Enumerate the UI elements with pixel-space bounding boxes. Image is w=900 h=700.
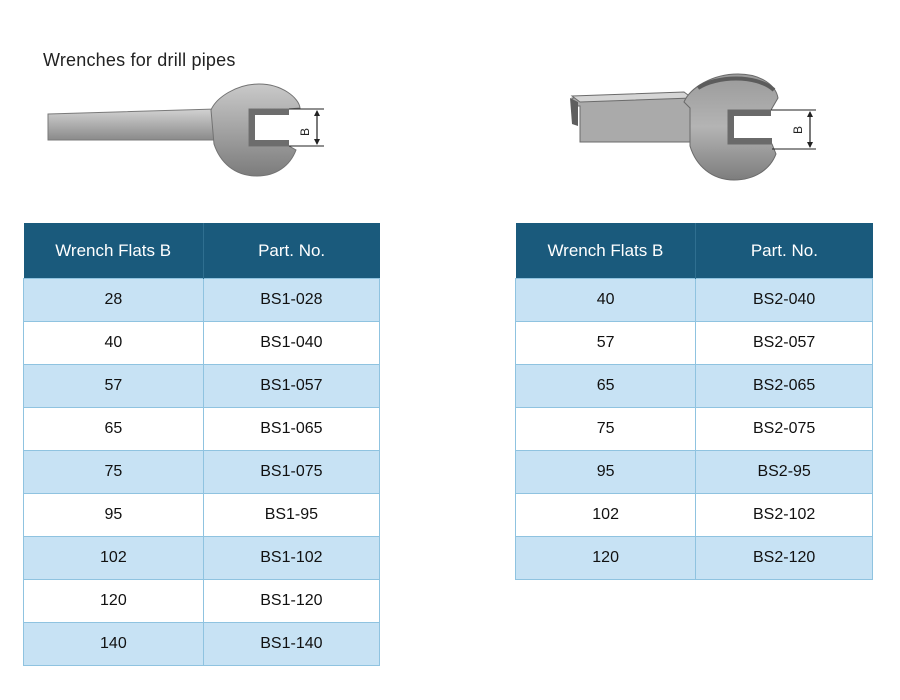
cell-flats: 95 — [516, 451, 696, 494]
cell-part-no: BS1-140 — [203, 623, 379, 666]
header-part-no: Part. No. — [203, 223, 379, 279]
table-row — [516, 365, 873, 408]
cell-flats: 102 — [24, 537, 204, 580]
dimension-label-b: B — [791, 125, 805, 135]
header-wrench-flats: Wrench Flats B — [516, 223, 696, 279]
cell-part-no: BS2-075 — [696, 408, 873, 451]
table-row — [516, 408, 873, 451]
cell-part-no: BS2-120 — [696, 537, 873, 580]
table-row — [516, 451, 873, 494]
table-row — [516, 494, 873, 537]
table-row — [516, 537, 873, 580]
table-row — [24, 537, 380, 580]
table-row — [24, 451, 380, 494]
cell-flats: 65 — [516, 365, 696, 408]
cell-part-no: BS2-102 — [696, 494, 873, 537]
table-row — [24, 365, 380, 408]
cell-flats: 120 — [24, 580, 204, 623]
cell-flats: 140 — [24, 623, 204, 666]
cell-part-no: BS1-102 — [203, 537, 379, 580]
cell-part-no: BS1-075 — [203, 451, 379, 494]
table-row — [24, 623, 380, 666]
cell-flats: 40 — [24, 322, 204, 365]
table-row — [24, 494, 380, 537]
table-header-row — [516, 223, 873, 279]
cell-flats: 120 — [516, 537, 696, 580]
table-row — [24, 322, 380, 365]
cell-part-no: BS1-95 — [203, 494, 379, 537]
cell-flats: 57 — [24, 365, 204, 408]
cell-flats: 40 — [516, 279, 696, 322]
table-row — [24, 580, 380, 623]
table-row — [24, 408, 380, 451]
cell-part-no: BS1-028 — [203, 279, 379, 322]
dimension-label-b: B — [298, 127, 312, 137]
table-row — [516, 322, 873, 365]
cell-part-no: BS1-057 — [203, 365, 379, 408]
wrench-bs2-image — [566, 68, 826, 188]
cell-flats: 75 — [24, 451, 204, 494]
header-part-no: Part. No. — [696, 223, 873, 279]
header-wrench-flats: Wrench Flats B — [24, 223, 204, 279]
bs1-wrench-table — [23, 223, 380, 666]
cell-part-no: BS2-040 — [696, 279, 873, 322]
cell-part-no: BS2-057 — [696, 322, 873, 365]
table-row — [24, 279, 380, 322]
page-heading: Wrenches for drill pipes — [43, 50, 236, 70]
cell-part-no: BS1-120 — [203, 580, 379, 623]
cell-part-no: BS1-040 — [203, 322, 379, 365]
cell-part-no: BS1-065 — [203, 408, 379, 451]
table-row — [516, 279, 873, 322]
cell-flats: 28 — [24, 279, 204, 322]
wrench-bs1-image — [44, 78, 344, 188]
cell-part-no: BS2-95 — [696, 451, 873, 494]
cell-part-no: BS2-065 — [696, 365, 873, 408]
cell-flats: 75 — [516, 408, 696, 451]
cell-flats: 102 — [516, 494, 696, 537]
cell-flats: 95 — [24, 494, 204, 537]
table-header-row — [24, 223, 380, 279]
cell-flats: 65 — [24, 408, 204, 451]
cell-flats: 57 — [516, 322, 696, 365]
bs2-wrench-table — [515, 223, 873, 580]
